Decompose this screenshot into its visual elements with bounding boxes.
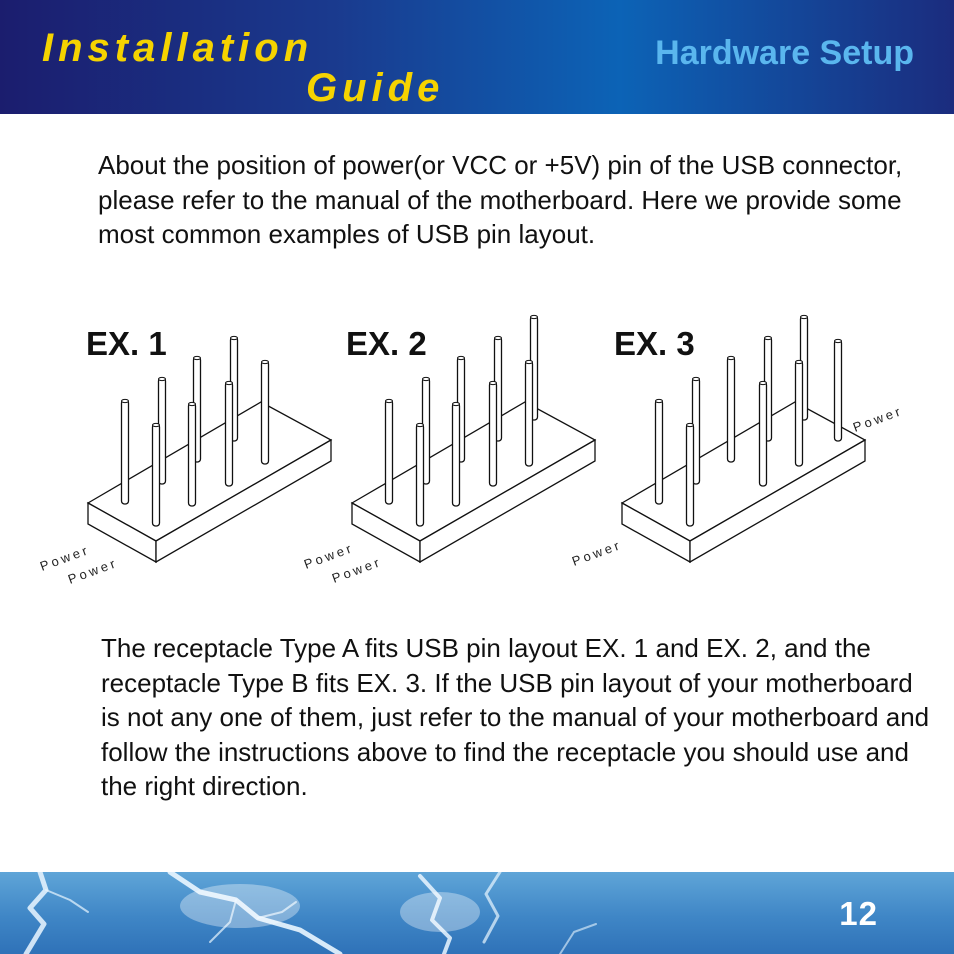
example-2-pin-6 <box>417 424 424 526</box>
example-2-pin-1-tip <box>386 399 393 402</box>
example-1-pin-3-tip <box>194 356 201 359</box>
example-2-pin-5-tip <box>531 315 538 318</box>
example-1-pin-7-tip <box>189 402 196 405</box>
example-3-pin-3 <box>728 357 735 462</box>
section-title: Hardware Setup <box>655 34 914 72</box>
example-3-pin-2-tip <box>693 377 700 380</box>
footer-banner <box>0 872 954 954</box>
example-1-pin-6 <box>153 424 160 526</box>
example-2-pin-9-tip <box>526 360 533 363</box>
guide-title-line-1: Installation <box>42 26 314 70</box>
example-2-power-label-a: Power <box>301 539 356 572</box>
example-3-pin-1-tip <box>656 399 663 402</box>
page-number: 12 <box>839 895 878 932</box>
example-3-pin-3-tip <box>728 356 735 359</box>
example-1-connector <box>88 336 331 562</box>
example-2-power-label-b: Power <box>329 553 384 586</box>
example-1-pin-2-tip <box>159 377 166 380</box>
header-banner <box>0 0 954 114</box>
example-2-pin-2-tip <box>423 377 430 380</box>
example-3-pin-6 <box>835 340 842 441</box>
example-2-pin-6-tip <box>417 423 424 426</box>
example-1-pin-1-tip <box>122 399 129 402</box>
example-2-pin-8-tip <box>490 381 497 384</box>
example-1-pin-5-tip <box>262 360 269 363</box>
example-3-pin-8 <box>760 382 767 486</box>
example-2-pin-8 <box>490 382 497 486</box>
example-1-pin-5 <box>262 361 269 464</box>
example-3-pin-4-tip <box>765 336 772 339</box>
example-1-power-label-b: Power <box>65 554 120 587</box>
example-3-label: EX. 3 <box>614 325 695 362</box>
example-2-label: EX. 2 <box>346 325 427 362</box>
example-2-pin-1 <box>386 400 393 504</box>
example-2-pin-7-tip <box>453 402 460 405</box>
example-3-pin-9-tip <box>796 360 803 363</box>
example-1-label: EX. 1 <box>86 325 167 362</box>
guide-title-line-2: Guide <box>306 66 445 110</box>
example-2-pin-4-tip <box>495 336 502 339</box>
example-3-pin-5-tip <box>801 315 808 318</box>
usb-pin-layout-diagram <box>0 300 954 600</box>
example-1-pin-8 <box>226 382 233 486</box>
example-2-connector <box>352 315 595 562</box>
example-1-pin-6-tip <box>153 423 160 426</box>
example-2-pin-7 <box>453 403 460 506</box>
example-3-pin-7 <box>687 424 694 526</box>
example-1-pin-8-tip <box>226 381 233 384</box>
example-3-power-label-a: Power <box>569 536 624 569</box>
example-3-power-label-b: Power <box>850 402 905 435</box>
example-3-pin-9 <box>796 361 803 466</box>
example-3-pin-1 <box>656 400 663 504</box>
example-2-pin-3-tip <box>458 356 465 359</box>
example-3-connector <box>622 315 865 562</box>
example-1-power-label-a: Power <box>37 541 92 574</box>
example-1-pin-7 <box>189 403 196 506</box>
lightning-bolt-icon <box>0 872 954 954</box>
intro-paragraph: About the position of power(or VCC or +5V) pin of the USB connector, please refer to the manual of the motherboard. Here we provide some most common examples of USB pin layout. <box>98 150 903 249</box>
example-2-pin-9 <box>526 361 533 466</box>
compatibility-paragraph: The receptacle Type A fits USB pin layout EX. 1 and EX. 2, and the receptacle Type B fits EX. 3. If the USB pin layout of your motherboard is not any one of them, just refer to the manual of your motherboard and follow the instructions above to find the receptacle you should use and the right direction. <box>101 633 930 801</box>
example-3-pin-6-tip <box>835 339 842 342</box>
example-3-pin-8-tip <box>760 381 767 384</box>
example-3-pin-7-tip <box>687 423 694 426</box>
example-1-pin-4-tip <box>231 336 238 339</box>
example-1-pin-1 <box>122 400 129 504</box>
